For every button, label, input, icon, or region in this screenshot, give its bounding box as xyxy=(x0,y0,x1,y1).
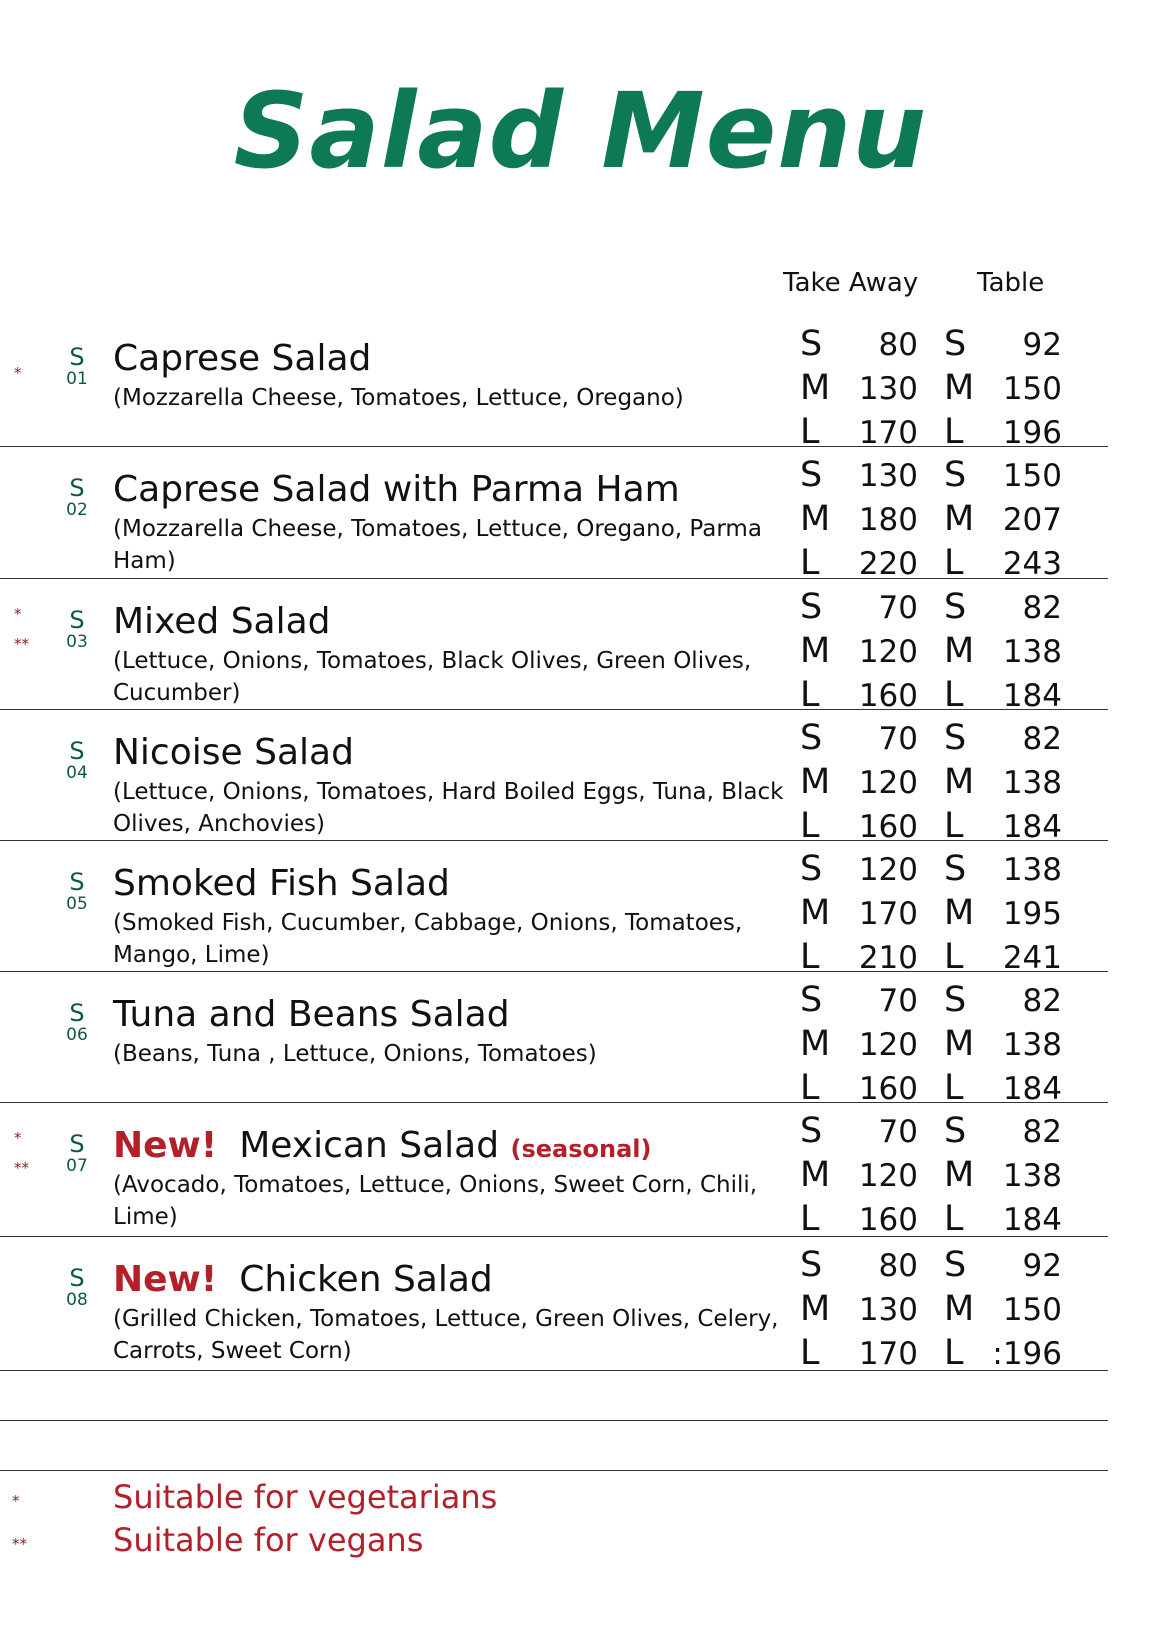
size-label: S xyxy=(944,1111,967,1151)
price-value: 241 xyxy=(1002,940,1062,976)
size-label: L xyxy=(944,937,964,977)
size-label: S xyxy=(944,849,967,889)
item-code-letter: S xyxy=(69,343,85,371)
price-value: 80 xyxy=(878,327,918,363)
price-row xyxy=(800,1109,918,1153)
diet-mark: * xyxy=(14,605,22,623)
price-row xyxy=(800,716,918,760)
size-label: S xyxy=(944,1245,967,1285)
item-description: (Grilled Chicken, Tomatoes, Lettuce, Green Olives, Celery, Carrots, Sweet Corn) xyxy=(113,1306,779,1364)
new-badge: New! xyxy=(113,1259,218,1300)
size-label: M xyxy=(800,1289,831,1329)
price-value: 138 xyxy=(1002,634,1062,670)
size-label: S xyxy=(944,980,967,1020)
item-name xyxy=(113,732,354,773)
size-label: L xyxy=(800,543,820,583)
item-code xyxy=(62,1000,92,1045)
divider xyxy=(0,1470,1108,1471)
price-value: 130 xyxy=(858,1292,918,1328)
price-value: 92 xyxy=(1022,327,1062,363)
item-code xyxy=(62,738,92,783)
seasonal-label: (seasonal) xyxy=(510,1135,652,1163)
menu-item xyxy=(0,841,1161,977)
price-value: 70 xyxy=(878,721,918,757)
price-value: 170 xyxy=(858,415,918,451)
size-label: L xyxy=(944,543,964,583)
diet-mark: ** xyxy=(14,635,29,653)
price-value: 130 xyxy=(858,458,918,494)
menu-item xyxy=(0,316,1161,452)
divider xyxy=(0,1370,1108,1371)
price-value: 120 xyxy=(858,1027,918,1063)
item-title: Mexican Salad xyxy=(239,1125,500,1166)
price-column-table xyxy=(944,1243,1062,1375)
legend-text: Suitable for vegans xyxy=(113,1521,424,1559)
price-row xyxy=(944,760,1062,804)
price-row xyxy=(800,1287,918,1331)
item-name xyxy=(113,338,371,379)
size-label: S xyxy=(800,980,823,1020)
item-code-number: 02 xyxy=(66,500,88,521)
item-code-number: 06 xyxy=(66,1025,88,1046)
price-column-table xyxy=(944,716,1062,848)
price-row xyxy=(944,497,1062,541)
size-label: M xyxy=(944,1024,975,1064)
price-row xyxy=(800,1022,918,1066)
price-row xyxy=(944,322,1062,366)
item-description: (Lettuce, Onions, Tomatoes, Black Olives, Green Olives, Cucumber) xyxy=(113,648,752,706)
price-value: 207 xyxy=(1002,502,1062,538)
size-label: S xyxy=(800,1111,823,1151)
price-value: 138 xyxy=(1002,852,1062,888)
column-header-table: Table xyxy=(977,268,1045,298)
price-column-table xyxy=(944,847,1062,979)
item-code xyxy=(62,344,92,389)
price-value: 82 xyxy=(1022,721,1062,757)
item-name xyxy=(113,863,450,904)
size-label: L xyxy=(944,412,964,452)
price-value: 210 xyxy=(858,940,918,976)
size-label: S xyxy=(800,1245,823,1285)
price-value: 120 xyxy=(858,1158,918,1194)
item-code xyxy=(62,1131,92,1176)
price-row xyxy=(944,1109,1062,1153)
price-column-take-away xyxy=(800,1109,918,1241)
size-label: M xyxy=(944,631,975,671)
divider xyxy=(0,709,1108,710)
size-label: S xyxy=(944,587,967,627)
size-label: L xyxy=(800,675,820,715)
item-code-letter: S xyxy=(69,1264,85,1292)
size-label: M xyxy=(800,893,831,933)
price-value: 120 xyxy=(858,852,918,888)
price-value: 70 xyxy=(878,1114,918,1150)
price-column-take-away xyxy=(800,1243,918,1375)
price-row xyxy=(800,1331,918,1375)
price-value: 150 xyxy=(1002,458,1062,494)
price-row xyxy=(800,322,918,366)
price-value: 82 xyxy=(1022,590,1062,626)
price-row xyxy=(800,978,918,1022)
price-column-take-away xyxy=(800,847,918,979)
price-value: 138 xyxy=(1002,765,1062,801)
price-value: 184 xyxy=(1002,1071,1062,1107)
size-label: M xyxy=(944,762,975,802)
size-label: L xyxy=(800,937,820,977)
price-value: 120 xyxy=(858,765,918,801)
price-value: 80 xyxy=(878,1248,918,1284)
price-value: 130 xyxy=(858,371,918,407)
price-row xyxy=(800,453,918,497)
size-label: S xyxy=(800,849,823,889)
legend-mark: ** xyxy=(12,1535,27,1553)
divider xyxy=(0,578,1108,579)
size-label: L xyxy=(800,1333,820,1373)
item-title: Nicoise Salad xyxy=(113,732,354,773)
size-label: S xyxy=(800,324,823,364)
price-value: 82 xyxy=(1022,1114,1062,1150)
price-value: 150 xyxy=(1002,371,1062,407)
menu-item xyxy=(0,447,1161,583)
item-description: (Smoked Fish, Cucumber, Cabbage, Onions, Tomatoes, Mango, Lime) xyxy=(113,910,743,968)
price-row xyxy=(800,629,918,673)
price-row xyxy=(944,716,1062,760)
price-row xyxy=(800,891,918,935)
item-description: (Beans, Tuna , Lettuce, Onions, Tomatoes) xyxy=(113,1041,597,1067)
size-label: S xyxy=(944,718,967,758)
size-label: M xyxy=(944,499,975,539)
item-description: (Lettuce, Onions, Tomatoes, Hard Boiled Eggs, Tuna, Black Olives, Anchovies) xyxy=(113,779,784,837)
price-value: 180 xyxy=(858,502,918,538)
size-label: L xyxy=(800,806,820,846)
item-title: Caprese Salad xyxy=(113,338,372,379)
price-value: 160 xyxy=(858,809,918,845)
item-code-number: 05 xyxy=(66,894,88,915)
item-title: Tuna and Beans Salad xyxy=(113,994,510,1035)
price-row xyxy=(944,1153,1062,1197)
size-label: M xyxy=(944,893,975,933)
price-value: 92 xyxy=(1022,1248,1062,1284)
divider xyxy=(0,840,1108,841)
price-row xyxy=(800,497,918,541)
size-label: M xyxy=(800,1024,831,1064)
item-name xyxy=(113,469,680,510)
item-code-letter: S xyxy=(69,737,85,765)
price-row xyxy=(800,585,918,629)
item-code-letter: S xyxy=(69,1130,85,1158)
size-label: M xyxy=(800,368,831,408)
price-value: 184 xyxy=(1002,678,1062,714)
item-code-number: 04 xyxy=(66,763,88,784)
item-code-number: 08 xyxy=(66,1290,88,1311)
column-header-take-away: Take Away xyxy=(783,268,919,298)
price-value: 70 xyxy=(878,983,918,1019)
size-label: S xyxy=(944,324,967,364)
size-label: S xyxy=(800,587,823,627)
price-row xyxy=(944,585,1062,629)
price-row xyxy=(800,366,918,410)
price-value: 82 xyxy=(1022,983,1062,1019)
price-row xyxy=(944,978,1062,1022)
price-column-table xyxy=(944,1109,1062,1241)
item-name xyxy=(113,601,331,642)
item-description: (Mozzarella Cheese, Tomatoes, Lettuce, Oregano, Parma Ham) xyxy=(113,516,762,574)
size-label: M xyxy=(800,762,831,802)
price-row xyxy=(944,1243,1062,1287)
size-label: M xyxy=(800,499,831,539)
price-row xyxy=(944,1022,1062,1066)
item-title: Smoked Fish Salad xyxy=(113,863,450,904)
price-column-take-away xyxy=(800,716,918,848)
size-label: L xyxy=(800,1199,820,1239)
diet-mark: ** xyxy=(14,1159,29,1177)
size-label: M xyxy=(944,1155,975,1195)
price-value: 138 xyxy=(1002,1158,1062,1194)
price-column-table xyxy=(944,978,1062,1110)
menu-item xyxy=(0,972,1161,1108)
diet-mark: * xyxy=(14,1129,22,1147)
price-value: 243 xyxy=(1002,546,1062,582)
item-code xyxy=(62,607,92,652)
page-title: Salad Menu xyxy=(233,70,928,192)
price-column-take-away xyxy=(800,322,918,454)
size-label: M xyxy=(944,368,975,408)
price-value: 160 xyxy=(858,1071,918,1107)
size-label: M xyxy=(800,1155,831,1195)
price-value: :196 xyxy=(992,1336,1062,1372)
legend-text: Suitable for vegetarians xyxy=(113,1478,498,1516)
price-value: 160 xyxy=(858,1202,918,1238)
item-code-letter: S xyxy=(69,474,85,502)
item-name xyxy=(113,1125,652,1166)
price-row xyxy=(944,1287,1062,1331)
price-row xyxy=(944,366,1062,410)
price-row xyxy=(944,1331,1062,1375)
size-label: L xyxy=(944,806,964,846)
size-label: L xyxy=(944,675,964,715)
item-code xyxy=(62,475,92,520)
price-row xyxy=(800,1243,918,1287)
item-code-letter: S xyxy=(69,606,85,634)
price-column-table xyxy=(944,585,1062,717)
price-row xyxy=(944,629,1062,673)
divider xyxy=(0,446,1108,447)
item-code-number: 03 xyxy=(66,632,88,653)
item-description: (Mozzarella Cheese, Tomatoes, Lettuce, Oregano) xyxy=(113,385,684,411)
price-value: 170 xyxy=(858,896,918,932)
divider xyxy=(0,971,1108,972)
price-row xyxy=(944,453,1062,497)
price-value: 220 xyxy=(858,546,918,582)
size-label: S xyxy=(944,455,967,495)
menu-item xyxy=(0,1237,1161,1373)
size-label: S xyxy=(800,455,823,495)
legend-mark: * xyxy=(12,1492,20,1510)
price-value: 170 xyxy=(858,1336,918,1372)
price-column-table xyxy=(944,322,1062,454)
price-row xyxy=(944,847,1062,891)
item-code xyxy=(62,1265,92,1310)
price-row xyxy=(944,1197,1062,1241)
item-code-number: 01 xyxy=(66,369,88,390)
price-value: 120 xyxy=(858,634,918,670)
size-label: S xyxy=(800,718,823,758)
item-title: Chicken Salad xyxy=(239,1259,493,1300)
price-column-take-away xyxy=(800,453,918,585)
price-value: 184 xyxy=(1002,1202,1062,1238)
menu-item xyxy=(0,579,1161,715)
price-column-take-away xyxy=(800,585,918,717)
item-code-number: 07 xyxy=(66,1156,88,1177)
price-row xyxy=(800,760,918,804)
price-column-take-away xyxy=(800,978,918,1110)
item-title: Caprese Salad with Parma Ham xyxy=(113,469,680,510)
price-row xyxy=(800,1197,918,1241)
price-value: 138 xyxy=(1002,1027,1062,1063)
price-row xyxy=(800,1153,918,1197)
size-label: L xyxy=(944,1068,964,1108)
divider xyxy=(0,1236,1108,1237)
price-value: 70 xyxy=(878,590,918,626)
menu-item xyxy=(0,710,1161,846)
price-value: 195 xyxy=(1002,896,1062,932)
item-code-letter: S xyxy=(69,868,85,896)
menu-item xyxy=(0,1103,1161,1239)
item-code-letter: S xyxy=(69,999,85,1027)
size-label: M xyxy=(944,1289,975,1329)
size-label: L xyxy=(800,412,820,452)
divider xyxy=(0,1420,1108,1421)
item-code xyxy=(62,869,92,914)
size-label: L xyxy=(944,1199,964,1239)
price-value: 160 xyxy=(858,678,918,714)
price-row xyxy=(944,891,1062,935)
price-column-table xyxy=(944,453,1062,585)
size-label: M xyxy=(800,631,831,671)
size-label: L xyxy=(800,1068,820,1108)
item-description: (Avocado, Tomatoes, Lettuce, Onions, Sweet Corn, Chili, Lime) xyxy=(113,1172,758,1230)
price-row xyxy=(800,847,918,891)
size-label: L xyxy=(944,1333,964,1373)
item-title: Mixed Salad xyxy=(113,601,331,642)
price-value: 184 xyxy=(1002,809,1062,845)
diet-mark: * xyxy=(14,364,22,382)
item-name xyxy=(113,1259,493,1300)
new-badge: New! xyxy=(113,1125,218,1166)
price-value: 150 xyxy=(1002,1292,1062,1328)
price-value: 196 xyxy=(1002,415,1062,451)
item-name xyxy=(113,994,510,1035)
divider xyxy=(0,1102,1108,1103)
